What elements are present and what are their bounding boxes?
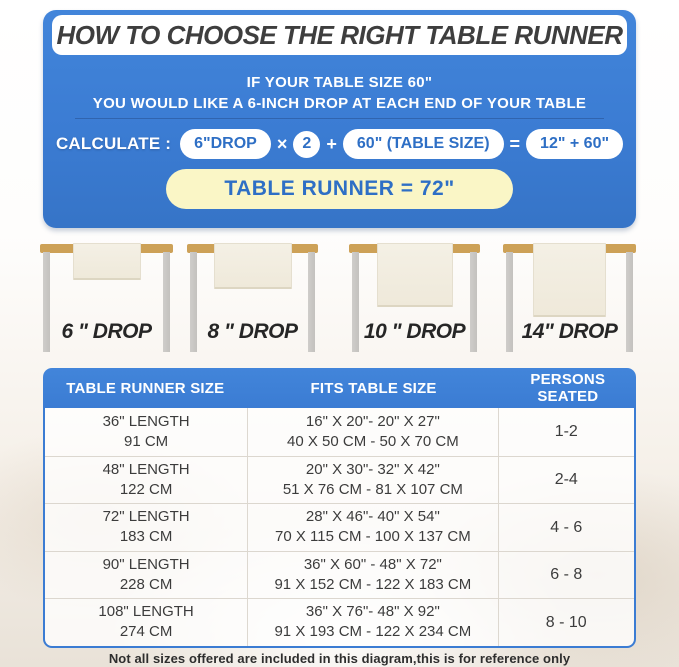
fits-size-cm: 91 X 152 CM - 122 X 183 CM — [274, 575, 472, 593]
runner-size-inches: 48" LENGTH — [102, 460, 190, 478]
cell-persons — [499, 599, 634, 646]
cell-persons — [499, 408, 634, 456]
cell-persons — [499, 552, 634, 599]
fits-size-inches: 20" X 30"- 32" X 42" — [305, 460, 440, 478]
column-header-runner-size: TABLE RUNNER SIZE — [66, 379, 225, 397]
multiplier-badge: 2 — [293, 131, 320, 158]
runner-size-inches: 90" LENGTH — [102, 555, 190, 573]
multiply-sign: × — [276, 133, 288, 154]
cell-fits-table — [248, 552, 498, 599]
drop-label-14: 14" DROP — [521, 320, 618, 343]
cell-persons — [499, 457, 634, 504]
sum-pill: 12" + 60" — [526, 129, 623, 159]
subtitle-line2: YOU WOULD LIKE A 6-INCH DROP AT EACH END OF YOUR TABLE — [92, 95, 587, 112]
runner-size-cm: 228 CM — [119, 575, 173, 593]
fits-size-cm: 51 X 76 CM - 81 X 107 CM — [282, 480, 463, 498]
persons-seated: 8 - 10 — [545, 613, 587, 631]
persons-seated: 1-2 — [554, 423, 578, 441]
runner-size-cm: 122 CM — [119, 480, 173, 498]
persons-seated: 4 - 6 — [550, 518, 583, 536]
footnote: Not all sizes offered are included in this diagram,this is for reference only — [108, 651, 571, 666]
cell-fits-table — [248, 457, 498, 504]
persons-seated: 2-4 — [554, 471, 578, 489]
calculate-label: CALCULATE : — [55, 134, 172, 153]
table-figure-14-inch — [503, 244, 636, 352]
table-figure-8-inch — [187, 244, 318, 352]
cell-runner-size — [45, 552, 248, 599]
fits-size-cm: 91 X 193 CM - 122 X 234 CM — [274, 623, 472, 641]
page-title: HOW TO CHOOSE THE RIGHT TABLE RUNNER — [56, 19, 623, 50]
drop-label-10: 10 " DROP — [363, 320, 466, 343]
table-row — [45, 503, 634, 551]
table-row — [45, 551, 634, 599]
runner-size-inches: 108" LENGTH — [98, 603, 194, 621]
fits-size-cm: 70 X 115 CM - 100 X 137 CM — [275, 528, 471, 546]
result-row — [43, 169, 636, 209]
subtitle-line1: IF YOUR TABLE SIZE 60" — [246, 74, 433, 91]
persons-seated: 6 - 8 — [550, 566, 583, 584]
cell-runner-size — [45, 457, 248, 504]
runner-size-cm: 91 CM — [124, 432, 169, 450]
size-table-body — [43, 408, 636, 648]
table-figure-10-inch — [349, 244, 480, 352]
plus-sign: + — [326, 133, 337, 154]
fits-size-inches: 16" X 20"- 20" X 27" — [305, 412, 440, 430]
table-row — [45, 456, 634, 504]
runner-size-cm: 274 CM — [119, 623, 173, 641]
fits-size-inches: 28" X 46"- 40" X 54" — [305, 508, 440, 526]
drop-label-6: 6 " DROP — [61, 320, 152, 343]
size-table — [43, 368, 636, 648]
cell-fits-table — [248, 408, 498, 456]
cell-fits-table — [248, 504, 498, 551]
drop-pill: 6"DROP — [180, 129, 271, 159]
final-result-pill: TABLE RUNNER = 72" — [166, 169, 512, 209]
table-figure-6-inch — [40, 244, 173, 352]
cell-runner-size — [45, 408, 248, 456]
cell-persons — [499, 504, 634, 551]
calculation-row — [43, 129, 636, 159]
cell-fits-table — [248, 599, 498, 646]
table-runner-graphic — [377, 243, 453, 307]
runner-size-inches: 72" LENGTH — [102, 508, 190, 526]
cell-runner-size — [45, 504, 248, 551]
equals-sign: = — [509, 133, 521, 154]
title-band — [52, 15, 627, 55]
table-runner-graphic — [214, 243, 292, 289]
fits-size-inches: 36" X 60" - 48" X 72" — [303, 555, 442, 573]
runner-size-cm: 183 CM — [119, 528, 173, 546]
drop-label-8: 8 " DROP — [207, 320, 298, 343]
column-header-fits-table: FITS TABLE SIZE — [310, 379, 437, 397]
table-runner-graphic — [73, 243, 141, 280]
table-size-pill: 60" (TABLE SIZE) — [343, 129, 504, 159]
table-runner-graphic — [533, 243, 606, 317]
column-header-persons: PERSONS SEATED — [530, 371, 606, 405]
table-row — [45, 598, 634, 646]
runner-size-inches: 36" LENGTH — [102, 412, 190, 430]
table-row — [45, 408, 634, 456]
size-table-header — [43, 368, 636, 408]
header-panel — [43, 10, 636, 228]
cell-runner-size — [45, 599, 248, 646]
fits-size-cm: 40 X 50 CM - 50 X 70 CM — [286, 432, 459, 450]
fits-size-inches: 36" X 76"- 48" X 92" — [305, 603, 440, 621]
header-divider — [75, 118, 604, 119]
